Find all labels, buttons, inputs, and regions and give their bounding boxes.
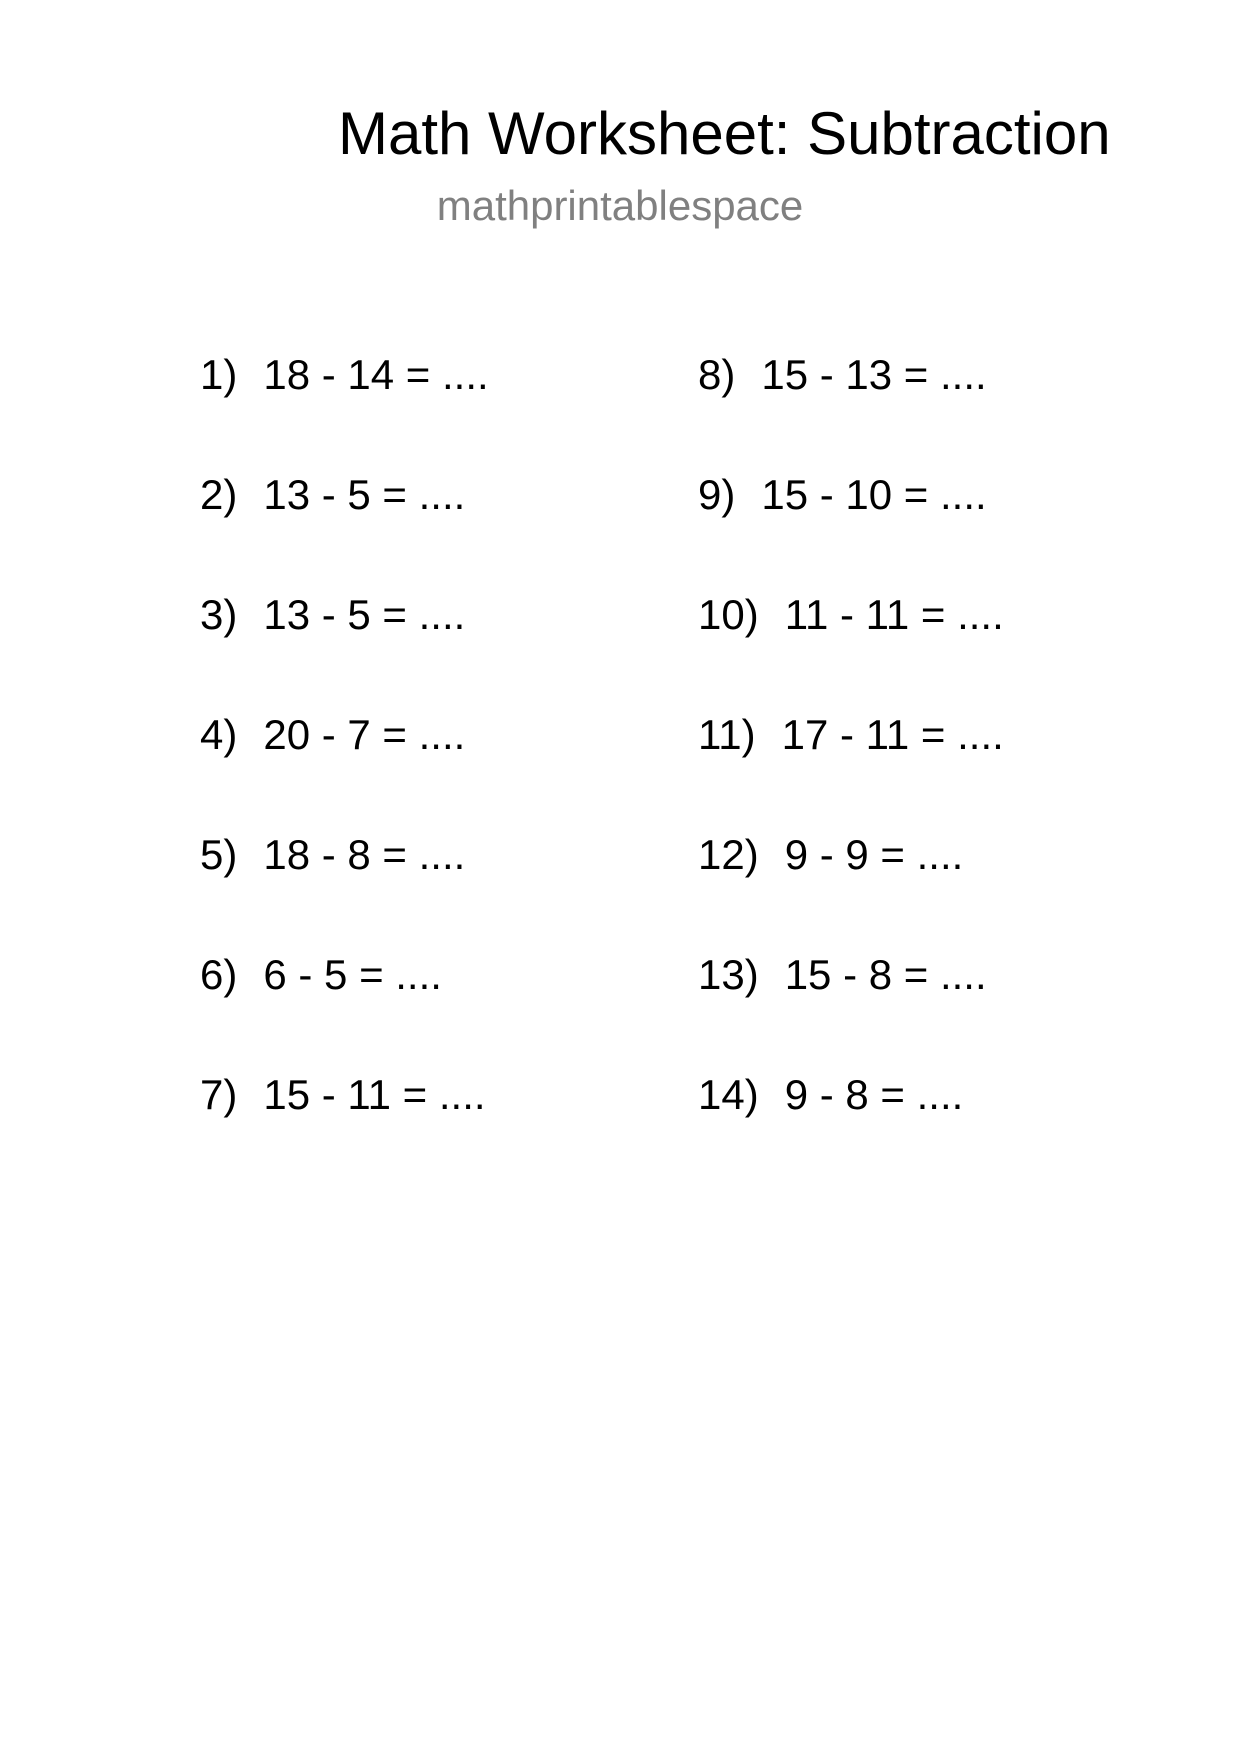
problem-6 bbox=[200, 945, 680, 1065]
worksheet-title: Math Worksheet: Subtraction bbox=[338, 100, 1111, 167]
problem-expression: 17 - 11 = .... bbox=[781, 711, 1004, 758]
problem-number: 8) bbox=[698, 351, 736, 398]
problem-number: 10) bbox=[698, 591, 759, 638]
problem-number: 6) bbox=[200, 951, 238, 998]
problem-13 bbox=[698, 945, 1178, 1065]
problem-number: 7) bbox=[200, 1071, 238, 1118]
problem-expression: 13 - 5 = .... bbox=[263, 471, 466, 518]
problem-8 bbox=[698, 345, 1178, 465]
problem-11 bbox=[698, 705, 1178, 825]
problem-1 bbox=[200, 345, 680, 465]
problem-10 bbox=[698, 585, 1178, 705]
problem-expression: 6 - 5 = .... bbox=[263, 951, 442, 998]
problem-12 bbox=[698, 825, 1178, 945]
problem-expression: 13 - 5 = .... bbox=[263, 591, 466, 638]
problem-number: 12) bbox=[698, 831, 759, 878]
problem-expression: 18 - 8 = .... bbox=[263, 831, 466, 878]
problem-expression: 15 - 11 = .... bbox=[263, 1071, 486, 1118]
problem-2 bbox=[200, 465, 680, 585]
problem-number: 13) bbox=[698, 951, 759, 998]
problem-9 bbox=[698, 465, 1178, 585]
problem-expression: 9 - 9 = .... bbox=[784, 831, 964, 878]
problem-expression: 15 - 8 = .... bbox=[784, 951, 987, 998]
problem-5 bbox=[200, 825, 680, 945]
problem-number: 11) bbox=[698, 711, 756, 758]
problem-7 bbox=[200, 1065, 680, 1185]
problem-expression: 11 - 11 = .... bbox=[784, 591, 1004, 638]
problem-number: 9) bbox=[698, 471, 736, 518]
problem-14 bbox=[698, 1065, 1178, 1185]
problem-number: 5) bbox=[200, 831, 238, 878]
problem-expression: 18 - 14 = .... bbox=[263, 351, 489, 398]
problems-right-column bbox=[698, 345, 1178, 1185]
problem-expression: 9 - 8 = .... bbox=[784, 1071, 964, 1118]
problem-expression: 20 - 7 = .... bbox=[263, 711, 466, 758]
problem-expression: 15 - 10 = .... bbox=[761, 471, 987, 518]
worksheet-subtitle: mathprintablespace bbox=[436, 182, 804, 229]
problem-number: 2) bbox=[200, 471, 238, 518]
problem-number: 4) bbox=[200, 711, 238, 758]
problem-number: 3) bbox=[200, 591, 238, 638]
problems-left-column bbox=[200, 345, 680, 1185]
problem-number: 1) bbox=[200, 351, 238, 398]
problem-number: 14) bbox=[698, 1071, 759, 1118]
problem-3 bbox=[200, 585, 680, 705]
problem-4 bbox=[200, 705, 680, 825]
problem-expression: 15 - 13 = .... bbox=[761, 351, 987, 398]
